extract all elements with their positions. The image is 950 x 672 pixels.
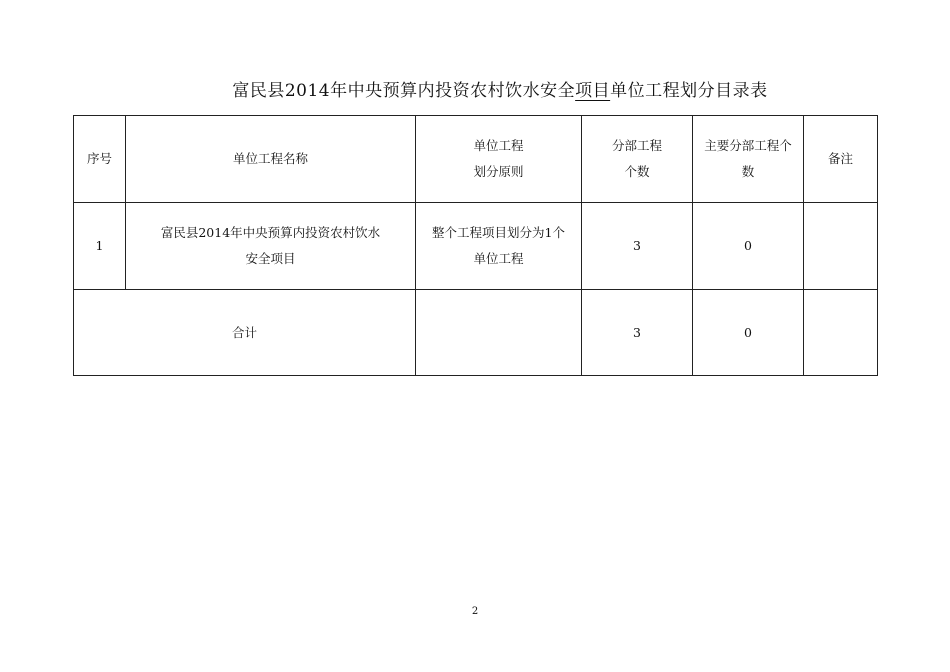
- header-seq: 序号: [74, 116, 126, 203]
- total-remark: [804, 290, 878, 376]
- total-row: [74, 290, 878, 376]
- cell-principle: 整个工程项目划分为1个 单位工程: [416, 203, 582, 290]
- cell-name: 富民县2014年中央预算内投资农村饮水 安全项目: [126, 203, 416, 290]
- cell-main-sub-count: 0: [693, 203, 804, 290]
- title-part-2-underlined: 项目: [575, 81, 611, 101]
- header-main-sub-count: 主要分部工程个 数: [693, 116, 804, 203]
- header-row: [74, 116, 878, 203]
- title-part-1: 富民县2014年中央预算内投资农村饮水安全: [232, 81, 576, 101]
- header-sub-count: 分部工程 个数: [582, 116, 693, 203]
- total-sub-count: 3: [582, 290, 693, 376]
- total-label: 合计: [74, 290, 416, 376]
- header-principle: 单位工程 划分原则: [416, 116, 582, 203]
- cell-remark: [804, 203, 878, 290]
- total-principle: [416, 290, 582, 376]
- total-main-sub-count: 0: [693, 290, 804, 376]
- cell-sub-count: 3: [582, 203, 693, 290]
- header-name: 单位工程名称: [126, 116, 416, 203]
- page-number: 2: [471, 606, 479, 617]
- header-remark: 备注: [804, 116, 878, 203]
- cell-seq: 1: [74, 203, 126, 290]
- division-table: [73, 115, 878, 376]
- table-row: [74, 203, 878, 290]
- document-title: [0, 76, 950, 101]
- title-part-3: 单位工程划分目录表: [610, 81, 768, 101]
